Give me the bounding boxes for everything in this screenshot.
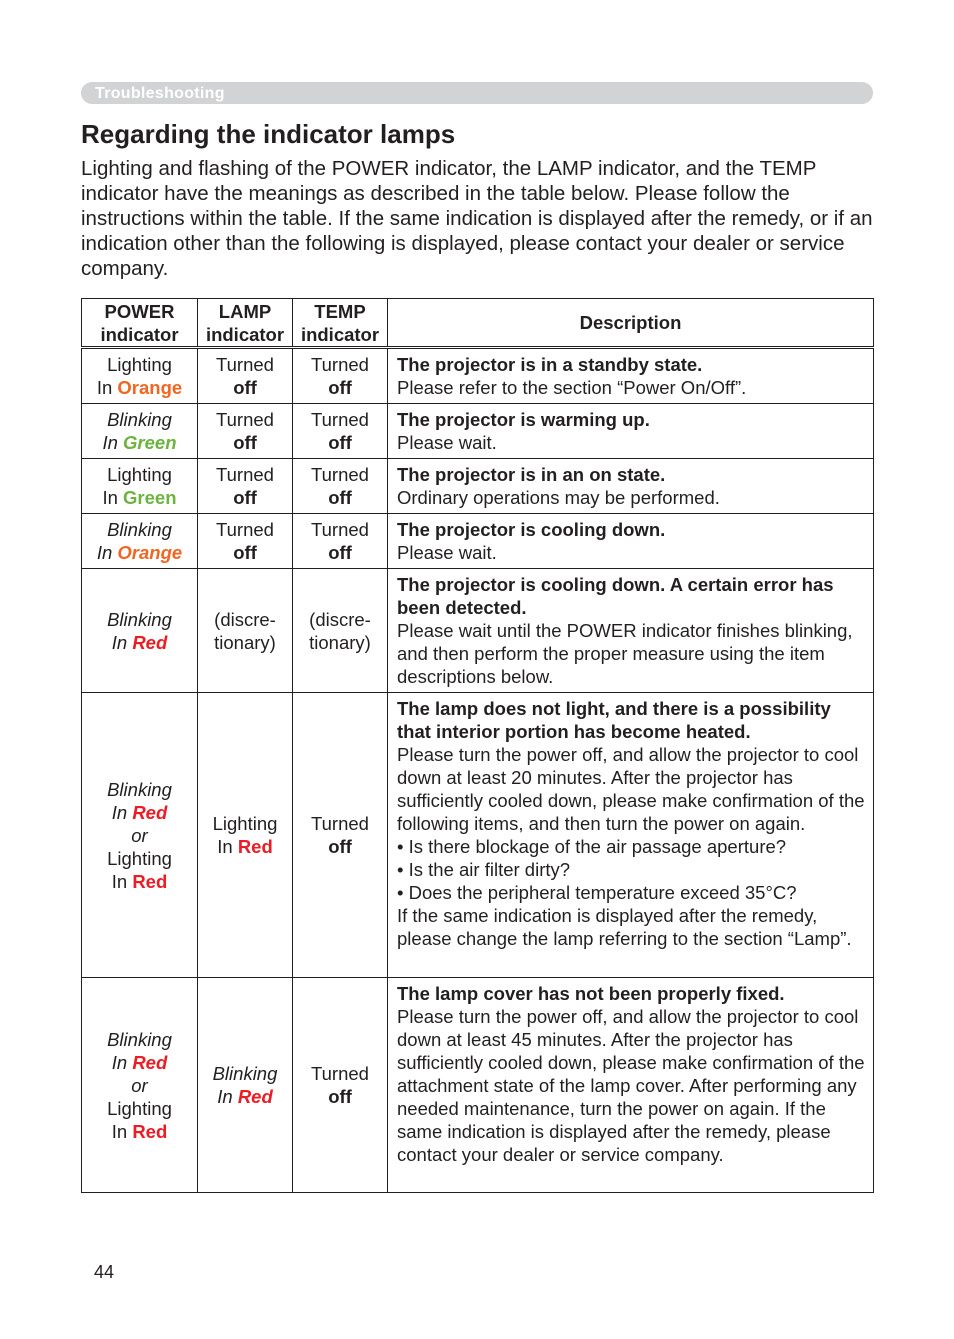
power-cell: Lighting In Green <box>82 459 198 514</box>
temp-cell: Turned off <box>293 404 388 459</box>
power-cell: Blinking In Red or Lighting In Red <box>82 978 198 1193</box>
table-row <box>82 404 874 459</box>
table-row <box>82 569 874 693</box>
temp-cell: Turned off <box>293 978 388 1193</box>
description-cell: The projector is warming up. Please wait. <box>388 404 874 459</box>
temp-cell: (discre- tionary) <box>293 569 388 693</box>
temp-cell: Turned off <box>293 514 388 569</box>
table-row <box>82 978 874 1193</box>
power-cell: Blinking In Red or Lighting In Red <box>82 693 198 978</box>
temp-cell: Turned off <box>293 459 388 514</box>
header-lamp: LAMP indicator <box>198 299 293 348</box>
lamp-cell: (discre- tionary) <box>198 569 293 693</box>
temp-cell: Turned off <box>293 348 388 404</box>
page-number: 44 <box>94 1262 115 1282</box>
power-cell: Lighting In Orange <box>82 348 198 404</box>
temp-cell: Turned off <box>293 693 388 978</box>
table-header-row <box>82 299 874 348</box>
bullet-item: • Is there blockage of the air passage aperture? <box>397 836 787 857</box>
table-row <box>82 693 874 978</box>
description-cell: The projector is in an on state. Ordinary operations may be performed. <box>388 459 874 514</box>
page-title: Regarding the indicator lamps <box>81 119 456 149</box>
intro-paragraph: Lighting and flashing of the POWER indicator, the LAMP indicator, and the TEMP indicator have the meanings as described in the table below. Please follow the instructions within the table. If the same indication is displayed after the remedy, or if an indication other than the following is displayed, please contact your dealer or service company. <box>81 157 873 280</box>
description-cell: The projector is cooling down. Please wait. <box>388 514 874 569</box>
power-cell: Blinking In Green <box>82 404 198 459</box>
lamp-cell: Turned off <box>198 514 293 569</box>
section-banner <box>81 82 873 104</box>
header-power: POWER indicator <box>82 299 198 348</box>
description-cell: The lamp cover has not been properly fixed. Please turn the power off, and allow the projector to cool down at least 45 minutes. After the projector has sufficiently cooled down, please make confirmation of the attachment state of the lamp cover. After performing any needed maintenance, turn the power on again. If the same indication is displayed after the remedy, please contact your dealer or service company. <box>388 978 874 1193</box>
header-temp: TEMP indicator <box>293 299 388 348</box>
description-cell: The projector is cooling down. A certain error has been detected. Please wait until the POWER indicator finishes blinking, and then perform the proper measure using the item descriptions below. <box>388 569 874 693</box>
lamp-cell: Turned off <box>198 404 293 459</box>
table-row <box>82 514 874 569</box>
description-cell: The lamp does not light, and there is a possibility that interior portion has become heated. Please turn the power off, and allow the projector to cool down at least 20 minutes. After the projector has sufficiently cooled down, please make confirmation of the following items, and then turn the power on again. • Is there blockage of the air passage aperture? • Is the air filter dirty? • Does the peripheral temperature exceed 35°C? If the same indication is displayed after the remedy, please change the lamp referring to the section “Lamp”. <box>388 693 874 978</box>
table-row <box>82 459 874 514</box>
bullet-item: • Is the air filter dirty? <box>397 859 571 880</box>
power-cell: Blinking In Red <box>82 569 198 693</box>
section-label: Troubleshooting <box>95 85 225 102</box>
description-cell: The projector is in a standby state. Please refer to the section “Power On/Off”. <box>388 348 874 404</box>
lamp-cell: Turned off <box>198 348 293 404</box>
header-description: Description <box>388 299 874 348</box>
lamp-cell: Lighting In Red <box>198 693 293 978</box>
power-cell: Blinking In Orange <box>82 514 198 569</box>
lamp-cell: Turned off <box>198 459 293 514</box>
bullet-item: • Does the peripheral temperature exceed 35°C? <box>397 882 797 903</box>
table-row <box>82 348 874 404</box>
indicator-table <box>81 298 874 1193</box>
lamp-cell: Blinking In Red <box>198 978 293 1193</box>
